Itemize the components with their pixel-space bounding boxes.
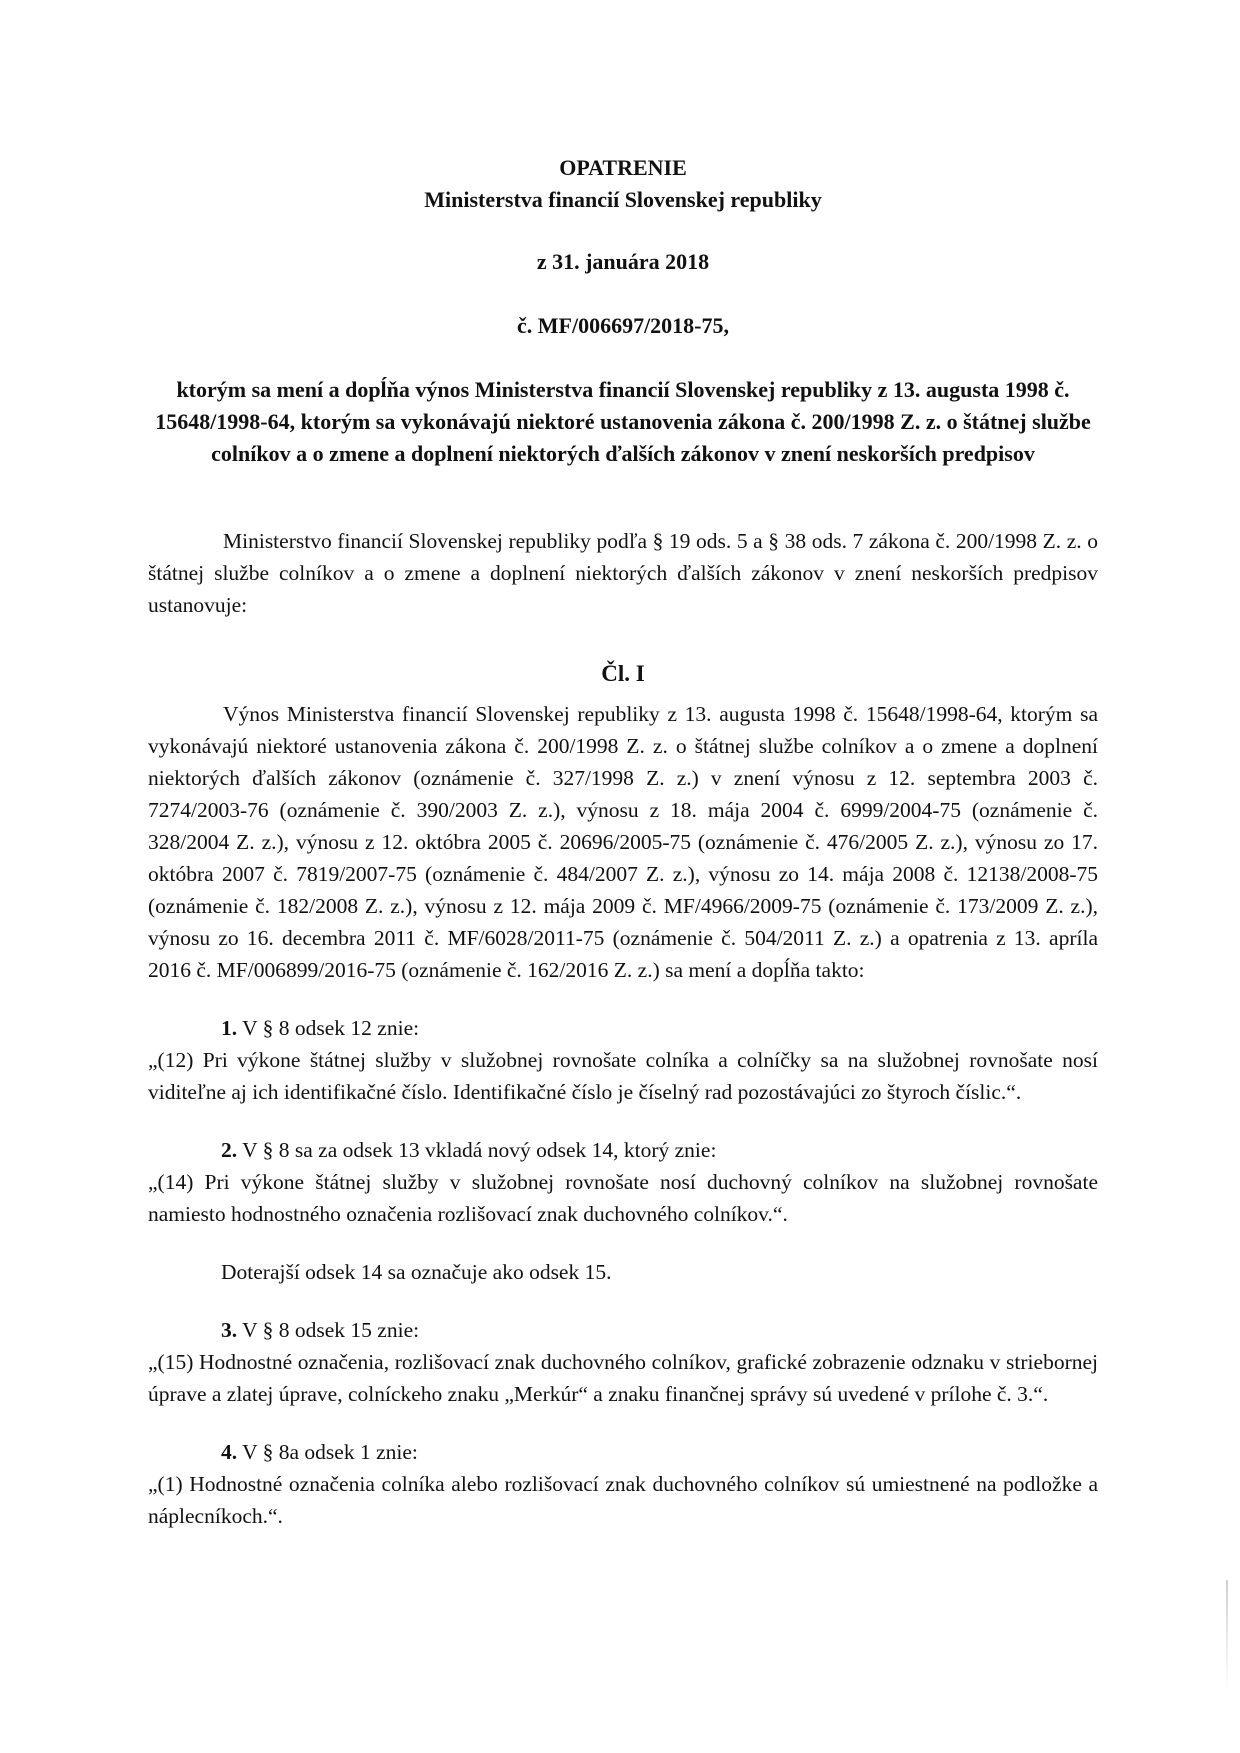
amendment-item — [148, 1134, 1098, 1288]
amendment-heading: V § 8a odsek 1 znie: — [242, 1440, 418, 1464]
issuing-ministry: Ministerstva financií Slovenskej republiky — [424, 187, 822, 212]
amendment-text: „(14) Pri výkone štátnej služby v služobnej rovnošate nosí duchovný colníkov na služobnej rovnošate namiesto hodnostného označenia rozlišovací znak duchovného colníkov.“. — [148, 1170, 1098, 1226]
preamble: Ministerstvo financií Slovenskej republiky podľa § 19 ods. 5 a § 38 ods. 7 zákona č. 200/1998 Z. z. o štátnej službe colníkov a o zmene a doplnení niektorých ďalších zákonov v znení neskorších predpisov ustanovuje: — [148, 529, 1098, 617]
amendment-note: Doterajší odsek 14 sa označuje ako odsek 15. — [221, 1260, 612, 1284]
document-title: OPATRENIE — [559, 155, 687, 180]
amendment-heading: V § 8 odsek 12 znie: — [242, 1016, 420, 1040]
document-subject: ktorým sa mení a dopĺňa výnos Ministerstva financií Slovenskej republiky z 13. augusta 1998 č. 15648/1998-64, ktorým sa vykonávajú niektoré ustanovenia zákona č. 200/1998 Z. z. o štátnej službe colníkov a o zmene a doplnení niektorých ďalších zákonov v znení neskorších predpisov — [155, 377, 1091, 466]
amendment-number: 4. — [221, 1440, 238, 1464]
document-number: č. MF/006697/2018-75, — [516, 313, 730, 338]
amendment-item — [148, 1436, 1098, 1532]
article-intro: Výnos Ministerstva financií Slovenskej republiky z 13. augusta 1998 č. 15648/1998-64, ktorým sa vykonávajú niektoré ustanovenia zákona č. 200/1998 Z. z. o štátnej službe colníkov a o zmene a doplnení niektorých ďalších zákonov (oznámenie č. 327/1998 Z. z.) v znení výnosu z 12. septembra 2003 č. 7274/2003-76 (oznámenie č. 390/2003 Z. z.), výnosu z 18. mája 2004 č. 6999/2004-75 (oznámenie č. 328/2004 Z. z.), výnosu z 12. októbra 2005 č. 20696/2005-75 (oznámenie č. 476/2005 Z. z.), výnosu zo 17. októbra 2007 č. 7819/2007-75 (oznámenie č. 484/2007 Z. z.), výnosu zo 14. mája 2008 č. 12138/2008-75 (oznámenie č. 182/2008 Z. z.), výnosu z 12. mája 2009 č. MF/4966/2009-75 (oznámenie č. 173/2009 Z. z.), výnosu zo 16. decembra 2011 č. MF/6028/2011-75 (oznámenie č. 504/2011 Z. z.) a opatrenia z 13. apríla 2016 č. MF/006899/2016-75 (oznámenie č. 162/2016 Z. z.) sa mení a dopĺňa takto: — [148, 702, 1098, 982]
article-heading: Čl. I — [601, 661, 645, 686]
amendment-number: 1. — [221, 1016, 238, 1040]
amendment-item — [148, 1314, 1098, 1410]
amendment-item — [148, 1012, 1098, 1108]
amendment-item-head — [148, 1436, 1098, 1468]
scan-edge-mark — [1226, 1580, 1228, 1690]
amendment-item-head — [148, 1134, 1098, 1166]
document-body — [148, 152, 1098, 1532]
amendment-number: 2. — [221, 1138, 238, 1162]
amendment-item-head — [148, 1314, 1098, 1346]
amendment-heading: V § 8 sa za odsek 13 vkladá nový odsek 14, ktorý znie: — [242, 1138, 717, 1162]
amendment-text: „(12) Pri výkone štátnej služby v služobnej rovnošate colníka a colníčky sa na služobnej rovnošate nosí viditeľne aj ich identifikačné číslo. Identifikačné číslo je číselný rad pozostávajúci zo štyroch číslic.“. — [148, 1048, 1098, 1104]
amendment-number: 3. — [221, 1318, 238, 1342]
document-date: z 31. januára 2018 — [536, 249, 710, 274]
amendment-text: „(15) Hodnostné označenia, rozlišovací znak duchovného colníkov, grafické zobrazenie odznaku v striebornej úprave a zlatej úprave, colníckeho znaku „Merkúr“ a znaku finančnej správy sú uvedené v prílohe č. 3.“. — [148, 1350, 1098, 1406]
amendment-item-head — [148, 1012, 1098, 1044]
amendment-heading: V § 8 odsek 15 znie: — [242, 1318, 420, 1342]
amendment-text: „(1) Hodnostné označenia colníka alebo rozlišovací znak duchovného colníkov sú umiestnené na podložke a náplecníkoch.“. — [148, 1472, 1098, 1528]
